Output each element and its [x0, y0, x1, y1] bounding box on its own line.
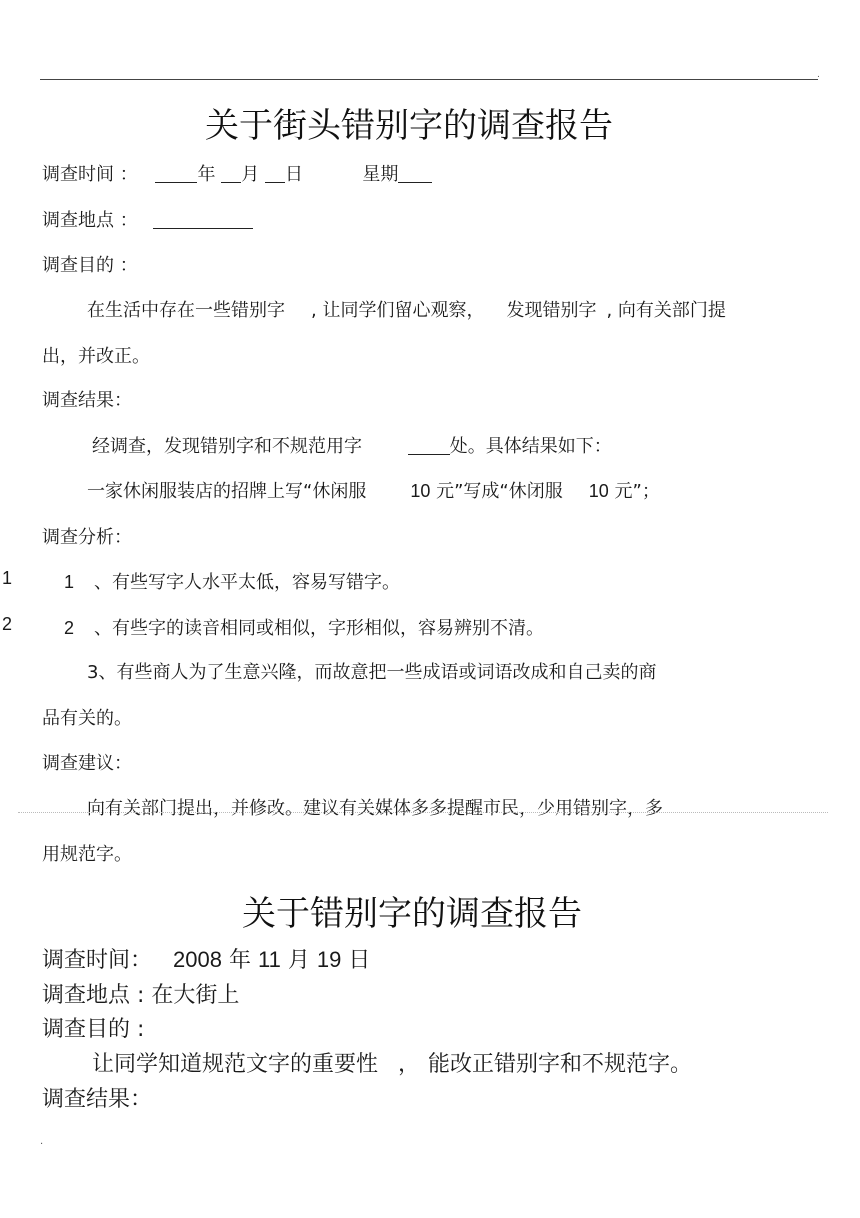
report1-result-line1 — [92, 432, 612, 458]
purpose-text-b: , 让同学们留心观察， — [311, 300, 485, 321]
report2-place-line: 调查地点 : 在大街上 — [42, 983, 240, 1008]
report1-year-blank[interactable] — [155, 164, 197, 183]
report2-purpose-text-c: 能改正错别字和不规范字。 — [428, 1052, 693, 1077]
report1-suggest-line2: 用规范字。 — [42, 844, 132, 865]
result-sign-text-b: 元”写成“休闭服 — [436, 481, 563, 502]
report1-purpose-line1 — [87, 296, 726, 322]
report2-purpose-text-a: 让同学知道规范文字的重要性 — [92, 1052, 379, 1077]
report1-place-label: 调查地点 ： — [42, 210, 138, 231]
report1-suggest-label: 调查建议： — [42, 753, 132, 774]
report1-analysis-label: 调查分析： — [42, 527, 132, 548]
report2-day-value: 19 — [316, 947, 342, 972]
report1-suggest-line1: 向有关部门提出，并修改。建议有关媒体多多提醒市民，少用错别字，多 — [87, 798, 663, 819]
analysis-2-margin-number: 2 — [2, 614, 13, 634]
report2-title: 关于错别字的调查报告 — [242, 894, 582, 934]
report1-day-blank[interactable] — [265, 164, 285, 183]
result-text-a: 经调查，发现错别字和不规范用字 — [92, 436, 362, 457]
report1-count-blank[interactable] — [408, 436, 450, 455]
analysis-item-3-line2: 品有关的。 — [42, 708, 132, 729]
report1-result-label: 调查结果： — [42, 390, 132, 411]
page-break-rule — [18, 812, 828, 813]
report1-month-label: 月 — [241, 164, 260, 185]
report1-year-label: 年 — [197, 164, 216, 185]
report2-month-label: 月 — [287, 948, 310, 973]
report1-month-blank[interactable] — [221, 164, 241, 183]
report1-time-label: 调查时间 ： — [42, 164, 138, 185]
header-rule — [40, 79, 818, 80]
analysis-2-number: 2 — [64, 618, 75, 638]
report1-place-blank[interactable] — [153, 210, 253, 229]
result-sign-text-c: 元”； — [614, 481, 660, 502]
result-sign-text-a: 一家休闲服装店的招牌上写“休闲服 — [87, 481, 367, 502]
analysis-item-3-line1: 3、有些商人为了生意兴隆，而故意把一些成语或词语改成和自己卖的商 — [87, 662, 657, 683]
report1-purpose-label: 调查目的 ： — [42, 255, 138, 276]
analysis-1-number: 1 — [64, 572, 75, 592]
analysis-item-1 — [64, 568, 400, 594]
page-marker-bottom: . — [40, 1136, 44, 1147]
purpose-text-c: 发现错别字 — [506, 300, 597, 321]
report2-purpose-text-b: ， — [398, 1052, 421, 1077]
purpose-text-d: , 向有关部门提 — [606, 300, 726, 321]
report1-weekday-blank[interactable] — [398, 164, 432, 183]
report1-result-line2 — [87, 477, 660, 503]
report2-month-value: 11 — [257, 947, 281, 972]
report2-year-label: 年 — [228, 948, 251, 973]
report2-time-line — [42, 943, 370, 974]
report1-place-line — [42, 206, 253, 232]
analysis-1-margin-number: 1 — [2, 568, 13, 588]
analysis-1-text: 、有些写字人水平太低，容易写错字。 — [94, 572, 401, 593]
report1-title: 关于街头错别字的调查报告 — [205, 106, 613, 146]
report2-result-label: 调查结果： — [42, 1087, 153, 1112]
report2-time-label: 调查时间： — [42, 948, 153, 973]
analysis-2-text: 、有些字的读音相同或相似，字形相似，容易辨别不清。 — [94, 618, 545, 639]
report1-weekday-label: 星期 — [362, 164, 399, 185]
report1-time-line — [42, 160, 432, 186]
purpose-text-a: 在生活中存在一些错别字 — [87, 300, 285, 321]
report1-purpose-line2: 出，并改正。 — [42, 346, 150, 367]
report1-day-label: 日 — [284, 164, 303, 185]
analysis-item-2 — [64, 614, 544, 640]
report2-purpose-label: 调查目的 : — [42, 1017, 145, 1042]
report2-day-label: 日 — [348, 948, 371, 973]
report2-purpose-line — [92, 1047, 692, 1078]
result-sign-num1: 10 — [410, 481, 431, 501]
report2-year-value: 2008 — [173, 947, 222, 972]
result-text-b: 处。具体结果如下： — [449, 436, 612, 457]
page-marker-top: . — [817, 70, 820, 80]
result-sign-num2: 10 — [588, 481, 609, 501]
